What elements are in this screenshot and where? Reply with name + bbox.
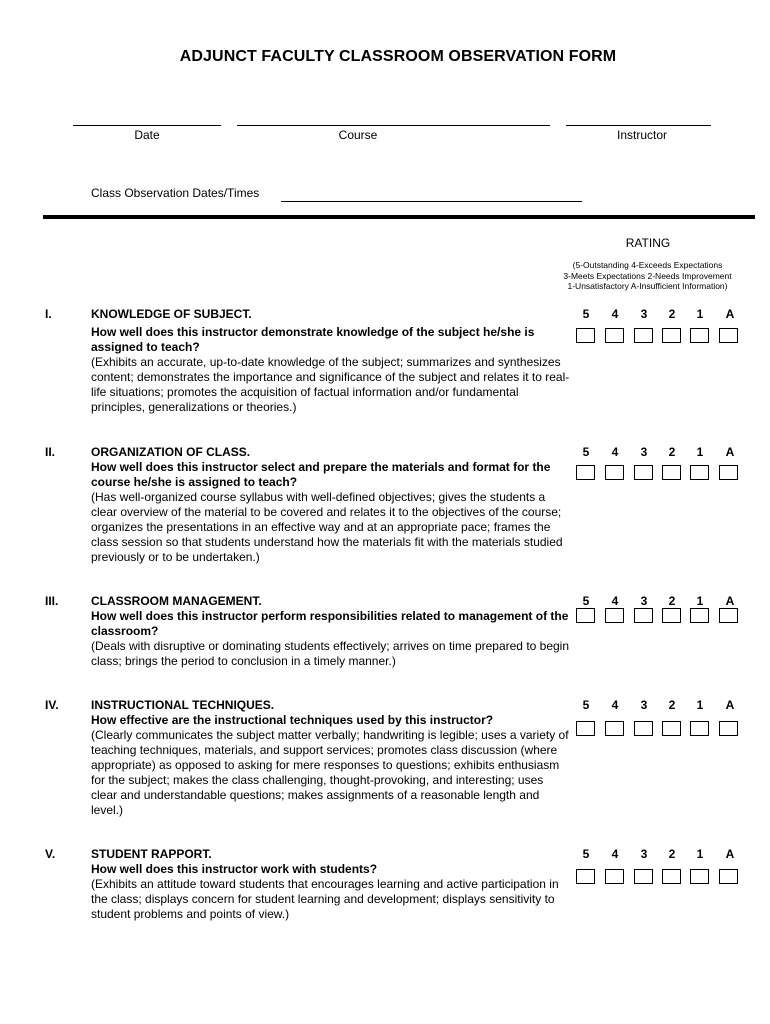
rating-scale-label: 2 (668, 594, 676, 608)
rating-checkbox-1[interactable] (690, 608, 709, 623)
rating-legend-line: 3-Meets Expectations 2-Needs Improvement (563, 270, 732, 281)
rating-scale-label: 1 (696, 698, 704, 712)
rating-scale-label: 4 (611, 594, 619, 608)
instructor-label: Instructor (616, 128, 667, 142)
rating-scale-label: A (725, 445, 735, 459)
section-divider (43, 215, 755, 219)
rating-scale (572, 445, 744, 461)
section-description: (Clearly communicates the subject matter verbally; handwriting is legible; uses a variety of teaching techniques, materials, and support services; promotes class discussion (where appropriate) as opposed to asking for mere responses to questions; exhibits enthusiasm for the subject; makes the class challenging, thought-provoking, and interesting; uses clear and understandable questions; makes assignments of a reasonable length and level.) (91, 728, 569, 817)
section-description: (Deals with disruptive or dominating students effectively; arrives on time prepared to begin class; brings the period to conclusion in a timely manner.) (91, 639, 570, 668)
rating-scale-label: 1 (696, 307, 704, 321)
section-body (91, 594, 571, 669)
section-numeral: IV. (45, 698, 59, 712)
rating-scale-label: 3 (640, 594, 648, 608)
rating-scale (572, 698, 744, 714)
rating-checkbox-a[interactable] (719, 869, 738, 884)
rating-scale-label: 5 (582, 594, 590, 608)
section-title: INSTRUCTIONAL TECHNIQUES. (91, 698, 275, 712)
rating-scale-label: 3 (640, 445, 648, 459)
section-title: CLASSROOM MANAGEMENT. (91, 594, 262, 608)
rating-scale-label: 2 (668, 307, 676, 321)
rating-scale-label: 5 (582, 698, 590, 712)
rating-legend-line: 1-Unsatisfactory A-Insufficient Information) (567, 281, 728, 291)
rating-checkboxes (576, 465, 740, 481)
rating-legend-line: (5-Outstanding 4-Exceeds Expectations (572, 260, 723, 270)
rating-checkbox-1[interactable] (690, 465, 709, 480)
rating-scale (572, 307, 744, 323)
rating-checkboxes (576, 328, 740, 344)
rating-scale-label: 3 (640, 847, 648, 861)
rating-checkbox-5[interactable] (576, 328, 595, 343)
section-title: STUDENT RAPPORT. (91, 847, 212, 861)
rating-checkbox-3[interactable] (634, 328, 653, 343)
rating-checkbox-4[interactable] (605, 608, 624, 623)
rating-scale-label: 4 (611, 445, 619, 459)
section-question: How effective are the instructional techniques used by this instructor? (91, 713, 494, 727)
date-label: Date (134, 128, 160, 142)
section-question: How well does this instructor perform responsibilities related to management of the classroom? (91, 609, 569, 638)
rating-scale-label: A (725, 307, 735, 321)
section-description: (Has well-organized course syllabus with well-defined objectives; gives the students a clear overview of the material to be covered and relates it to the objectives of the course; organizes the presentations in an effective way and at an appropriate pace; frames the class session so that students understand how the materials fit with the materials studied previously or to be undertaken.) (91, 490, 563, 564)
rating-checkbox-4[interactable] (605, 328, 624, 343)
section-title: ORGANIZATION OF CLASS. (91, 445, 251, 459)
section-body (91, 698, 571, 818)
rating-checkbox-2[interactable] (662, 465, 681, 480)
rating-scale-label: 2 (668, 698, 676, 712)
section-description: (Exhibits an attitude toward students that encourages learning and active participation in the class; displays concern for student learning and development; displays sensitivity to student problems and points of view.) (91, 877, 559, 921)
rating-scale-label: 3 (640, 307, 648, 321)
rating-checkbox-5[interactable] (576, 869, 595, 884)
rating-checkbox-3[interactable] (634, 721, 653, 736)
rating-checkbox-3[interactable] (634, 465, 653, 480)
rating-checkbox-4[interactable] (605, 721, 624, 736)
section-body (91, 445, 571, 565)
section-numeral: III. (45, 594, 59, 608)
rating-title: RATING (625, 236, 671, 250)
section-question: How well does this instructor demonstrate knowledge of the subject he/she is assigned to teach? (91, 325, 535, 354)
form-title: ADJUNCT FACULTY CLASSROOM OBSERVATION FORM (179, 48, 617, 65)
rating-scale-label: A (725, 698, 735, 712)
section-description: (Exhibits an accurate, up-to-date knowledge of the subject; summarizes and synthesizes content; demonstrates the importance and significance of the subject and relates it to real-life situations; promotes the acquisition of factual information and/or fundamental principles, generalizations or theories.) (91, 355, 570, 414)
rating-scale-label: A (725, 594, 735, 608)
rating-checkbox-a[interactable] (719, 465, 738, 480)
rating-checkbox-4[interactable] (605, 465, 624, 480)
rating-checkbox-a[interactable] (719, 721, 738, 736)
rating-checkbox-2[interactable] (662, 328, 681, 343)
rating-checkbox-1[interactable] (690, 721, 709, 736)
section-body (91, 847, 571, 922)
course-label: Course (338, 128, 378, 142)
rating-scale-label: 4 (611, 847, 619, 861)
instructor-field-line[interactable] (566, 125, 711, 126)
rating-checkbox-a[interactable] (719, 328, 738, 343)
rating-checkbox-5[interactable] (576, 608, 595, 623)
rating-scale-label: 1 (696, 847, 704, 861)
rating-checkbox-2[interactable] (662, 869, 681, 884)
rating-scale-label: 5 (582, 847, 590, 861)
rating-scale (572, 847, 744, 863)
date-field-line[interactable] (73, 125, 221, 126)
rating-checkbox-5[interactable] (576, 721, 595, 736)
section-numeral: V. (45, 847, 56, 861)
rating-checkbox-2[interactable] (662, 721, 681, 736)
section-numeral: II. (45, 445, 56, 459)
rating-scale-label: A (725, 847, 735, 861)
section-question: How well does this instructor select and prepare the materials and format for the course he/she is assigned to teach? (91, 460, 551, 489)
section-title: KNOWLEDGE OF SUBJECT. (91, 307, 252, 321)
rating-scale-label: 4 (611, 307, 619, 321)
rating-scale-label: 5 (582, 307, 590, 321)
rating-checkbox-3[interactable] (634, 869, 653, 884)
rating-checkbox-1[interactable] (690, 328, 709, 343)
section-question: How well does this instructor work with students? (91, 862, 378, 876)
rating-scale-label: 2 (668, 445, 676, 459)
rating-checkbox-3[interactable] (634, 608, 653, 623)
rating-scale-label: 3 (640, 698, 648, 712)
observation-dates-label: Class Observation Dates/Times (91, 186, 260, 200)
rating-checkbox-2[interactable] (662, 608, 681, 623)
rating-scale-label: 5 (582, 445, 590, 459)
rating-scale-label: 1 (696, 594, 704, 608)
observation-dates-line[interactable] (281, 201, 582, 202)
rating-scale-label: 2 (668, 847, 676, 861)
course-field-line[interactable] (237, 125, 550, 126)
rating-checkboxes (576, 721, 740, 737)
section-numeral: I. (45, 307, 52, 321)
rating-legend (540, 260, 755, 292)
rating-scale-label: 1 (696, 445, 704, 459)
rating-checkboxes (576, 608, 740, 624)
rating-checkboxes (576, 869, 740, 885)
rating-checkbox-5[interactable] (576, 465, 595, 480)
rating-checkbox-1[interactable] (690, 869, 709, 884)
rating-scale-label: 4 (611, 698, 619, 712)
rating-checkbox-a[interactable] (719, 608, 738, 623)
section-body (91, 307, 571, 415)
rating-checkbox-4[interactable] (605, 869, 624, 884)
